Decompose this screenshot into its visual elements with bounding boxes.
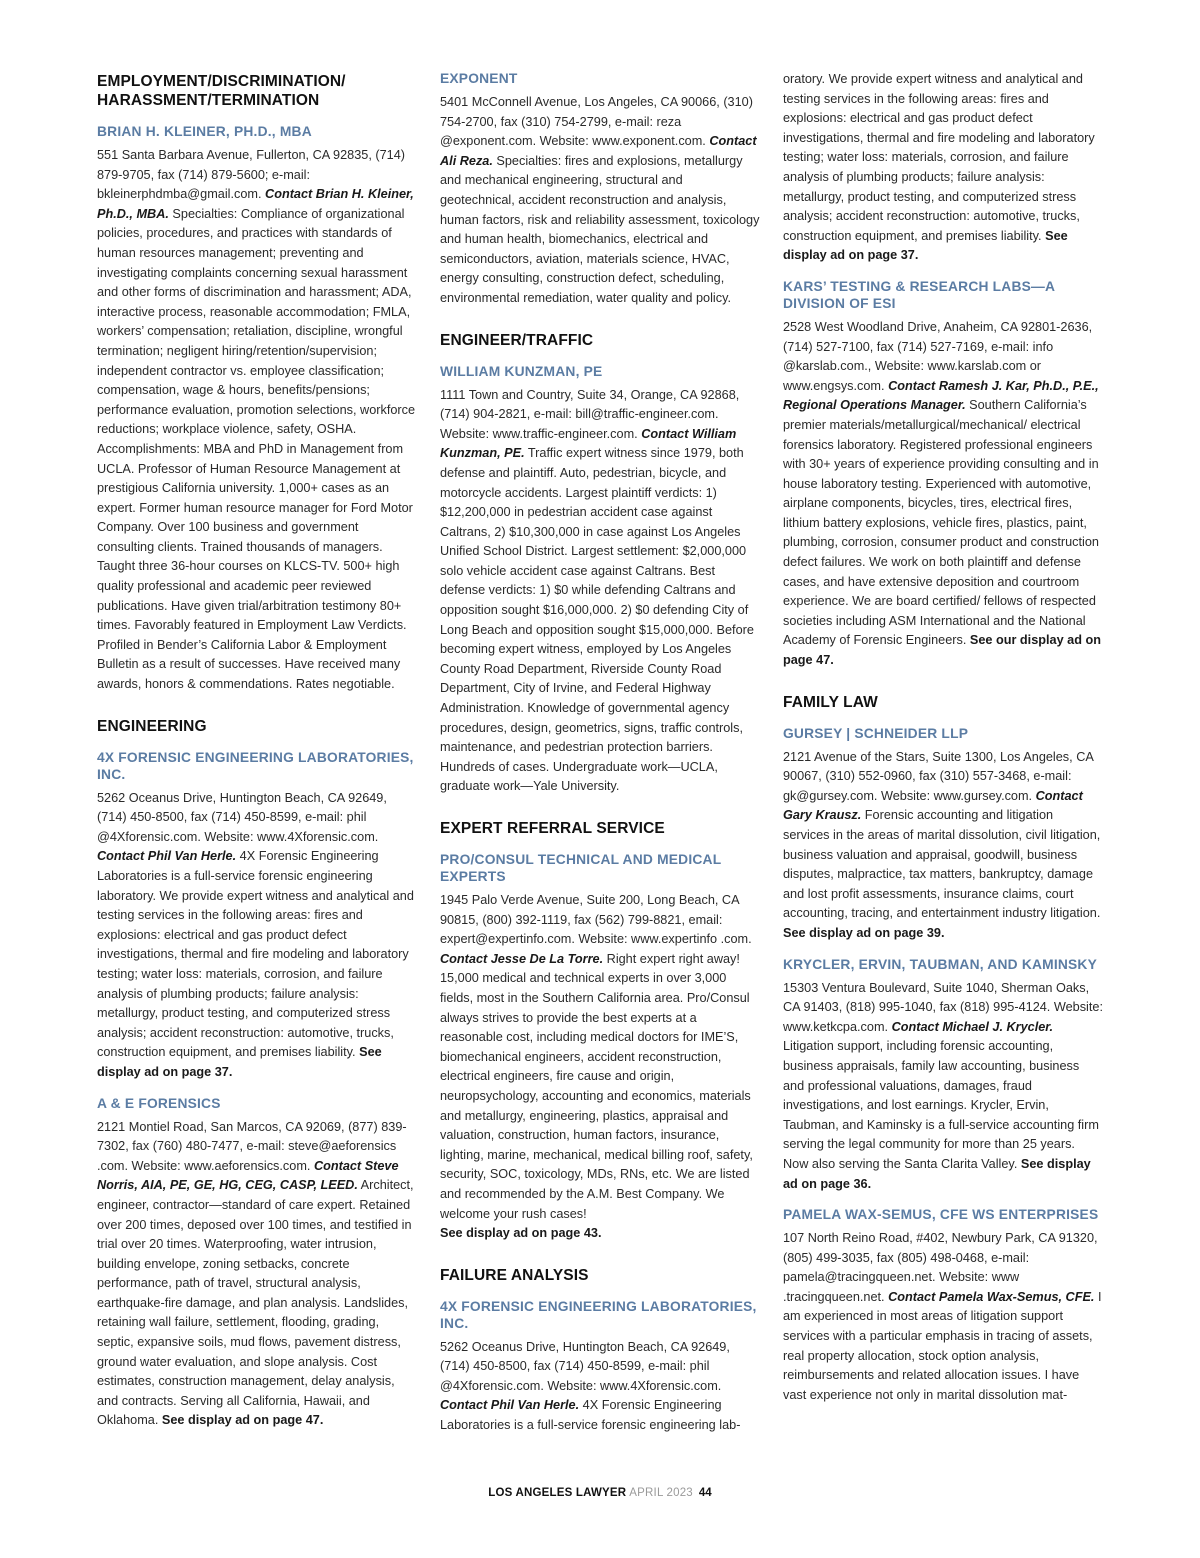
display-ad-reference: See display ad on page 36. bbox=[783, 1156, 1091, 1191]
directory-entry bbox=[783, 956, 1103, 1195]
entry-body bbox=[783, 1229, 1103, 1405]
entry-name: EXPONENT bbox=[440, 71, 518, 86]
directory-entry bbox=[97, 749, 417, 1083]
entry-contact: Contact Jesse De La Torre. bbox=[440, 951, 604, 966]
directory-entry bbox=[783, 725, 1103, 944]
column-right bbox=[783, 70, 1103, 1417]
section-heading: FAILURE ANALYSIS bbox=[440, 1266, 589, 1284]
page-footer bbox=[0, 1487, 1200, 1499]
entry-description: 4X Forensic Engineering Laboratories is a full-service forensic engineering laboratory. We provide expert witness and analytical and testing services in the following areas: fires and explosions: electrical and gas product defect investigations, thermal and fire modeling and laboratory testing; water loss: materials, corrosion, and failure analysis of plumbing products; failure analysis: metallurgy, product testing, and computerized stress analysis; accident reconstruction: automotive, trucks, construction equipment, and premises liability. bbox=[97, 849, 414, 1060]
display-ad-reference: See display ad on page 47. bbox=[161, 1413, 324, 1428]
directory-entry bbox=[440, 1298, 760, 1436]
display-ad-reference: See display ad on page 39. bbox=[783, 925, 945, 940]
entry-body bbox=[440, 386, 760, 797]
entry-description: 4X Forensic Engineering Laboratories is a full-service forensic engineering lab- bbox=[440, 1398, 741, 1433]
entry-name: PAMELA WAX-SEMUS, CFE WS ENTERPRISES bbox=[783, 1207, 1099, 1223]
entry-name: A & E FORENSICS bbox=[97, 1095, 221, 1111]
entry-contact: Contact Michael J. Krycler. bbox=[891, 1019, 1054, 1034]
entry-body bbox=[440, 1338, 760, 1436]
entry-name: BRIAN H. KLEINER, PH.D., MBA bbox=[97, 124, 312, 139]
entry-address: 107 North Reino Road, #402, Newbury Park, CA 91320, (805) 499-3035, fax (805) 498-0468, e-mail: pamela@tracingqueen.net. Website: www .tracingqueen.net. bbox=[783, 1231, 1098, 1304]
entry-contact: Contact Phil Van Herle. bbox=[97, 849, 237, 864]
entry-address: 1111 Town and Country, Suite 34, Orange, CA 92868, (714) 904-2821, e-mail: bill@traffic-engineer.com. Website: www.traffic-engineer.com. bbox=[440, 387, 740, 441]
entry-address: 5262 Oceanus Drive, Huntington Beach, CA 92649, (714) 450-8500, fax (714) 450-8599, e-mail: phil @4Xforensic.com. Website: www.4Xforensic.com. bbox=[97, 790, 387, 844]
entry-description: Architect, engineer, contractor—standard of care expert. Retained over 200 times, deposed over 100 times, and testified in trial over 20 times. Waterproofing, water intrusion, building envelope, zoning setbacks, concrete performance, path of travel, structural analysis, earthquake-fire damage, and plan analysis. Landslides, retaining wall failure, settlement, flooding, grading, septic, expansive soils, mud flows, pavement distress, ground water evaluation, and slope analysis. Cost estimates, construction management, delay analysis, and contracts. Serving all California, Hawaii, and Oklahoma. bbox=[97, 1178, 414, 1428]
entry-name: 4X FORENSIC ENGINEERING LABORATORIES, INC. bbox=[440, 1298, 757, 1331]
entry-name: GURSEY | SCHNEIDER LLP bbox=[783, 725, 969, 741]
display-ad-reference: See our display ad on page 47. bbox=[783, 633, 1102, 668]
entry-description: Litigation support, including forensic accounting, business appraisals, family law accounting, business and professional valuations, damages, fraud investigations, and lost earnings. Krycler, Ervin, Taubman, and Kaminsky is a full-service accounting firm serving the legal community for more than 25 years. Now also serving the Santa Clarita Valley. bbox=[783, 1039, 1099, 1171]
directory-entry bbox=[440, 851, 760, 1244]
entry-description: oratory. We provide expert witness and analytical and testing services in the following areas: fires and explosions: electrical and gas product defect investigations, thermal and fire modeling and laboratory testing; water loss: materials, corrosion, and failure analysis of plumbing products; failure analysis: metallurgy, product testing, and computerized stress analysis; accident reconstruction: automotive, trucks, construction equipment, and premises liability. bbox=[783, 72, 1095, 243]
entry-contact: Contact Gary Krausz. bbox=[783, 788, 1083, 823]
entry-description: Traffic expert witness since 1979, both defense and plaintiff. Auto, pedestrian, bicycle, and motorcycle accidents. Largest plaintiff verdicts: 1) $12,200,000 in pedestrian accident case against Caltrans, 2) $10,300,000 in case against Los Angeles Unified School District. Largest settlement: $2,000,000 solo vehicle accident case against Caltrans. Best defense verdicts: 1) $0 while defending Caltrans and opposition sought $16,000,000. 2) $0 defending City of Long Beach and opposition sought $15,000,000. Before becoming expert witness, employed by Los Angeles County Road Department, Riverside County Road Department, City of Irvine, and Federal Highway Administration. Knowledge of governmental agency procedures, design, geometrics, signs, traffic controls, maintenance, and pedestrian protection barriers. Hundreds of cases. Undergraduate work—UCLA, graduate work—Yale University. bbox=[440, 446, 754, 794]
entry-contact: Contact Pamela Wax-Semus, CFE. bbox=[888, 1289, 1095, 1304]
entry-address: 1945 Palo Verde Avenue, Suite 200, Long Beach, CA 90815, (800) 392-1119, fax (562) 799-8821, email: expert@expertinfo.com. Website: www.expertinfo .com. bbox=[440, 893, 752, 947]
entry-contact: Contact Ramesh J. Kar, Ph.D., P.E., Regional Operations Manager. bbox=[783, 378, 1099, 413]
entry-body bbox=[97, 146, 417, 695]
entry-description: Right expert right away! 15,000 medical and technical experts in over 3,000 fields, most in the Southern California area. Pro/Consul always strives to provide the best experts at a reasonable cost, including medical doctors for IME’S, biomechanical engineers, accident reconstruction, electrical engineers, fire cause and origin, neuropsychology, accounting and economics, materials and metallurgy, engineering, plastics, appraisal and valuation, construction, human factors, insurance, lighting, marine, mechanical, medical billing roof, safety, security, SOC, toxicology, MDs, RNs, etc. We are listed and recommended by the A.M. Best Company. We welcome your rush cases! bbox=[440, 951, 753, 1221]
entry-contact: Contact Phil Van Herle. bbox=[440, 1398, 580, 1413]
display-ad-reference: See display ad on page 43. bbox=[440, 1226, 602, 1241]
entry-name: WILLIAM KUNZMAN, PE bbox=[440, 363, 603, 379]
directory-entry-continued bbox=[783, 70, 1103, 266]
issue-date: APRIL 2023 bbox=[629, 1487, 693, 1499]
entry-body bbox=[440, 891, 760, 1244]
page-number: 44 bbox=[698, 1487, 712, 1499]
display-ad-reference: See display ad on page 37. bbox=[97, 1045, 382, 1079]
entry-contact: Contact Ali Reza. bbox=[440, 134, 757, 168]
entry-name: 4X FORENSIC ENGINEERING LABORATORIES, INC. bbox=[97, 749, 414, 782]
entry-name: KRYCLER, ERVIN, TAUBMAN, AND KAMINSKY bbox=[783, 956, 1098, 972]
entry-description: Forensic accounting and litigation services in the areas of marital dissolution, civil litigation, business valuation and appraisal, goodwill, business disputes, malpractice, tax matters, bankruptcy, damage and lost profit assessments, insurance claims, court accounting, tracing, and entertainment industry litigation. bbox=[783, 808, 1101, 921]
entry-address: 551 Santa Barbara Avenue, Fullerton, CA 92835, (714) 879-9705, fax (714) 879-5600; e-mail: bkleinerphdmba@gmail.com. bbox=[97, 148, 405, 202]
entry-address: 5262 Oceanus Drive, Huntington Beach, CA 92649, (714) 450-8500, fax (714) 450-8599, e-mail: phil @4Xforensic.com. Website: www.4Xforensic.com. bbox=[440, 1339, 730, 1393]
publication-name: LOS ANGELES LAWYER bbox=[488, 1487, 627, 1499]
directory-entry bbox=[440, 363, 760, 797]
directory-entry bbox=[97, 123, 417, 695]
section-heading: ENGINEER/TRAFFIC bbox=[440, 331, 594, 349]
entry-body bbox=[97, 789, 417, 1083]
section-heading: EXPERT REFERRAL SERVICE bbox=[440, 820, 665, 837]
display-ad-reference: See display ad on page 37. bbox=[783, 228, 1068, 263]
entry-body bbox=[97, 1118, 417, 1432]
directory-entry bbox=[783, 278, 1103, 671]
column-middle bbox=[440, 70, 760, 1448]
entry-address: 2528 West Woodland Drive, Anaheim, CA 92801-2636, (714) 527-7100, fax (714) 527-7169, e-mail: info @karslab.com., Website: www.karslab.com or www.engsys.com. bbox=[783, 319, 1093, 393]
section-heading: EMPLOYMENT/DISCRIMINATION/ HARASSMENT/TERMINATION bbox=[97, 73, 346, 109]
entry-contact: Contact Steve Norris, AIA, PE, GE, HG, CEG, CASP, LEED. bbox=[97, 1158, 399, 1193]
entry-address: 2121 Montiel Road, San Marcos, CA 92069, (877) 839-7302, fax (760) 480-7477, e-mail: steve@aeforensics .com. Website: www.aeforensics.com. bbox=[97, 1119, 407, 1173]
column-left bbox=[97, 70, 417, 1443]
entry-body bbox=[440, 93, 760, 309]
entry-body bbox=[783, 70, 1103, 266]
directory-entry bbox=[440, 70, 760, 309]
entry-body bbox=[783, 318, 1103, 671]
entry-address: 2121 Avenue of the Stars, Suite 1300, Los Angeles, CA 90067, (310) 552-0960, fax (310) 557-3468, e-mail: gk@gursey.com. Website: www.gursey.com. bbox=[783, 749, 1094, 803]
entry-contact: Contact William Kunzman, PE. bbox=[440, 426, 737, 461]
entry-name: PRO/CONSUL TECHNICAL AND MEDICAL EXPERTS bbox=[440, 852, 722, 884]
entry-body bbox=[783, 748, 1103, 944]
section-heading: ENGINEERING bbox=[97, 717, 207, 735]
entry-contact: Contact Brian H. Kleiner, Ph.D., MBA. bbox=[97, 187, 414, 221]
entry-name: KARS’ TESTING & RESEARCH LABS—A DIVISION OF ESI bbox=[783, 278, 1055, 311]
entry-description: I am experienced in most areas of litigation support services with a particular emphasis in tracing of assets, real property allocation, stock option analysis, reimbursements and related allocation issues. I have vast experience not only in marital dissolution mat- bbox=[783, 1289, 1102, 1402]
directory-entry bbox=[97, 1095, 417, 1432]
entry-address: 15303 Ventura Boulevard, Suite 1040, Sherman Oaks, CA 91403, (818) 995-1040, fax (818) 995-4124. Website: www.ketkcpa.com. bbox=[783, 980, 1103, 1034]
entry-address: 5401 McConnell Avenue, Los Angeles, CA 90066, (310) 754-2700, fax (310) 754-2799, e-mail: reza @exponent.com. Website: www.exponent.com. bbox=[440, 95, 753, 149]
entry-description: Specialties: Compliance of organizational policies, procedures, and practices with standards of human resources management; preventing and investigating complaints concerning sexual harassment and other forms of discrimination and harassment; ADA, interactive process, reasonable accommodation; FMLA, workers’ compensation; retaliation, discipline, wrongful termination; negligent hiring/retention/supervision; independent contractor vs. employee classification; compensation, wage & hours, benefits/pensions; performance evaluation, promotion selections, workforce reductions; workplace violence, safety, OSHA. Accomplishments: MBA and PhD in Management from UCLA. Professor of Human Resource Management at prestigious California university. 1,000+ cases as an expert. Former human resource manager for Ford Motor Company. Over 100 business and government consulting clients. Trained thousands of managers. Taught three 36-hour courses on KLCS-TV. 500+ high quality professional and academic peer reviewed publications. Have given trial/arbitration testimony 80+ times. Favorably featured in Employment Law Verdicts. Profiled in Bender’s California Labor & Employment Bulletin as a result of successes. Have received many awards, honors & commendations. Rates negotiable. bbox=[97, 206, 416, 692]
section-heading: FAMILY LAW bbox=[783, 693, 878, 711]
entry-description: Southern California’s premier materials/metallurgical/mechanical/ electrical forensics laboratory. Registered professional engineers with 30+ years of experience providing consulting and in house laboratory testing. Experienced with automotive, airplane components, bicycles, tires, electrical fires, lithium battery explosions, vehicle fires, plastics, paint, plumbing, corrosion, consumer product and construction defect failures. We work on both plaintiff and defense cases, and have extensive deposition and courtroom experience. We are board certified/ fellows of respected societies including ASM International and the National Academy of Forensic Engineers. bbox=[783, 398, 1099, 648]
entry-body bbox=[783, 979, 1103, 1195]
directory-entry bbox=[783, 1206, 1103, 1405]
entry-description: Specialties: fires and explosions, metallurgy and mechanical engineering, structural and geotechnical, accident reconstruction and analysis, human factors, risk and reliability assessment, toxicology and human health, biomechanics, electrical and semiconductors, aviation, materials science, HVAC, energy consulting, construction defect, scheduling, environmental remediation, water quality and policy. bbox=[440, 153, 760, 305]
